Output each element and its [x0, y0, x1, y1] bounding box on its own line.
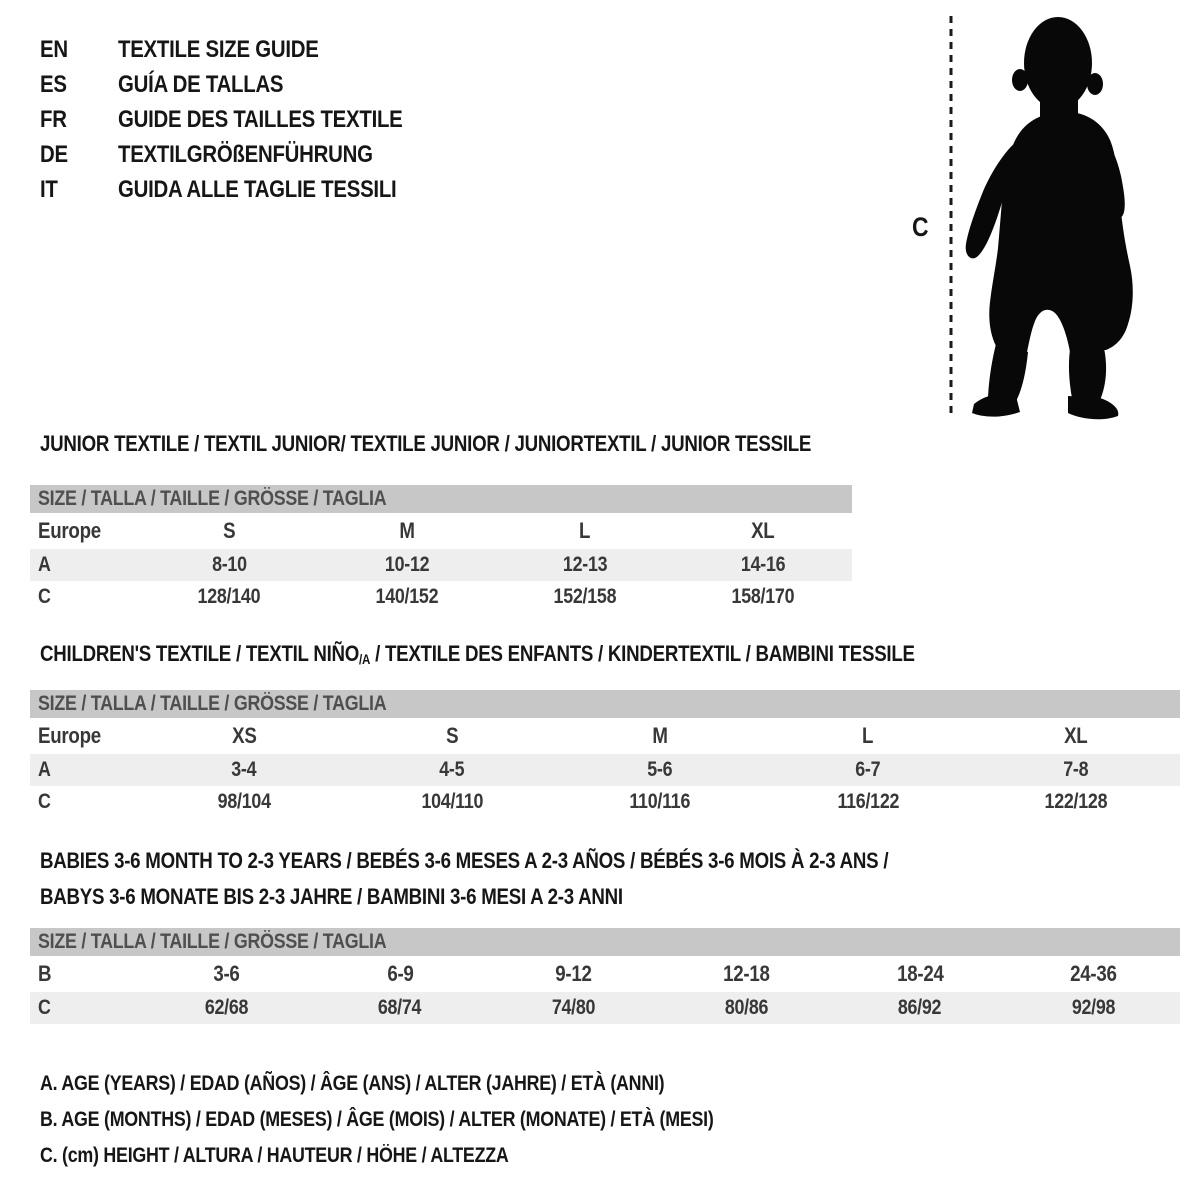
size-cell: 104/110 — [421, 790, 483, 813]
size-cell: L — [862, 723, 874, 748]
size-cell: 12-18 — [723, 961, 770, 986]
measure-legend — [40, 1066, 832, 1174]
legend-line-a: A. AGE (YEARS) / EDAD (AÑOS) / ÂGE (ANS) / ALTER (JAHRE) / ETÀ (ANNI) — [40, 1072, 665, 1095]
size-cell: 3-6 — [213, 961, 240, 986]
legend-line-c: C. (cm) HEIGHT / ALTURA / HAUTEUR / HÖHE / ALTEZZA — [40, 1144, 509, 1167]
size-cell: 92/98 — [1071, 996, 1116, 1019]
size-header-row: SIZE / TALLA / TAILLE / GRÖSSE / TAGLIA — [30, 928, 1180, 956]
height-measure-label: C — [912, 212, 929, 242]
lang-code: ES — [40, 71, 67, 98]
table-row — [30, 549, 852, 581]
size-cell: 158/170 — [731, 585, 795, 608]
size-cell: 110/116 — [629, 790, 691, 813]
row-label: C — [38, 585, 51, 608]
babies-size-table — [30, 928, 1180, 1024]
size-cell: 62/68 — [204, 996, 249, 1019]
size-header-row: SIZE / TALLA / TAILLE / GRÖSSE / TAGLIA — [30, 690, 1180, 718]
size-cell: M — [399, 518, 415, 543]
table-row — [30, 956, 1180, 992]
row-label: C — [38, 790, 51, 813]
row-label: Europe — [38, 723, 101, 748]
children-table-title: CHILDREN'S TEXTILE / TEXTIL $NIÑO_{/A}$ / TEXTILE DES ENFANTS / KINDERTEXTIL / BAMBINI TESSILE — [40, 641, 915, 667]
babies-table-title: BABIES 3-6 MONTH TO 2-3 YEARS / BEBÉS 3-6 MESES A 2-3 AÑOS / BÉBÉS 3-6 MOIS À 2-3 ANS / BABYS 3-6 MONATE BIS 2-3 JAHRE / BAMBINI 3-6 MESI A 2-3 ANNI — [40, 848, 889, 909]
children-size-table — [30, 690, 1180, 818]
lang-code: IT — [40, 176, 58, 203]
table-row — [30, 581, 852, 613]
size-cell: 140/152 — [375, 585, 439, 608]
row-label: C — [38, 996, 51, 1019]
size-cell: 24-36 — [1070, 961, 1117, 986]
junior-table-title: JUNIOR TEXTILE / TEXTIL JUNIOR/ TEXTILE JUNIOR / JUNIORTEXTIL / JUNIOR TESSILE — [40, 431, 812, 456]
size-cell: 3-4 — [231, 758, 257, 781]
size-cell: 9-12 — [555, 961, 592, 986]
toddler-figure — [940, 8, 1200, 423]
size-cell: 74/80 — [551, 996, 596, 1019]
size-cell: 86/92 — [898, 996, 942, 1019]
size-cell: S — [445, 723, 459, 748]
row-label: A — [38, 553, 51, 576]
table-row — [30, 718, 1180, 754]
size-cell: 98/104 — [217, 790, 271, 813]
toddler-silhouette-icon — [940, 8, 1200, 423]
lang-code: FR — [40, 106, 67, 133]
size-cell: 7-8 — [1063, 758, 1089, 781]
row-label: B — [38, 961, 52, 986]
table-row — [30, 754, 1180, 786]
size-cell: 6-7 — [855, 758, 881, 781]
lang-code: EN — [40, 36, 68, 63]
size-cell: L — [579, 518, 591, 543]
size-cell: 8-10 — [211, 553, 247, 576]
lang-title: TEXTILE SIZE GUIDE — [118, 36, 319, 63]
table-row — [30, 786, 1180, 818]
size-cell: 152/158 — [553, 585, 617, 608]
row-label: A — [38, 758, 51, 781]
size-cell: 14-16 — [740, 553, 786, 576]
size-cell: 12-13 — [562, 553, 608, 576]
lang-title: GUIDE DES TAILLES TEXTILE — [118, 106, 403, 133]
junior-size-table — [30, 485, 852, 613]
size-cell: 10-12 — [384, 553, 430, 576]
size-cell: 18-24 — [896, 961, 944, 986]
row-label: Europe — [38, 518, 101, 543]
size-cell: 128/140 — [197, 585, 261, 608]
size-cell: 116/122 — [837, 790, 899, 813]
lang-title: GUÍA DE TALLAS — [118, 71, 284, 98]
size-cell: 68/74 — [378, 996, 422, 1019]
size-header-row: SIZE / TALLA / TAILLE / GRÖSSE / TAGLIA — [30, 485, 852, 513]
lang-title: GUIDA ALLE TAGLIE TESSILI — [118, 176, 397, 203]
size-cell: 122/128 — [1044, 790, 1108, 813]
table-row — [30, 513, 852, 549]
size-cell: M — [652, 723, 668, 748]
size-cell: 5-6 — [647, 758, 673, 781]
language-title-list — [40, 32, 453, 207]
size-cell: 6-9 — [386, 961, 414, 986]
lang-title: TEXTILGRÖßENFÜHRUNG — [118, 141, 373, 168]
table-row — [30, 992, 1180, 1024]
lang-code: DE — [40, 141, 68, 168]
size-cell: XL — [1064, 723, 1088, 748]
size-cell: 80/86 — [724, 996, 769, 1019]
legend-line-b: B. AGE (MONTHS) / EDAD (MESES) / ÂGE (MOIS) / ALTER (MONATE) / ETÀ (MESI) — [40, 1108, 714, 1131]
size-cell: XS — [231, 723, 257, 748]
size-cell: S — [222, 518, 236, 543]
size-cell: 4-5 — [439, 758, 465, 781]
size-cell: XL — [751, 518, 775, 543]
